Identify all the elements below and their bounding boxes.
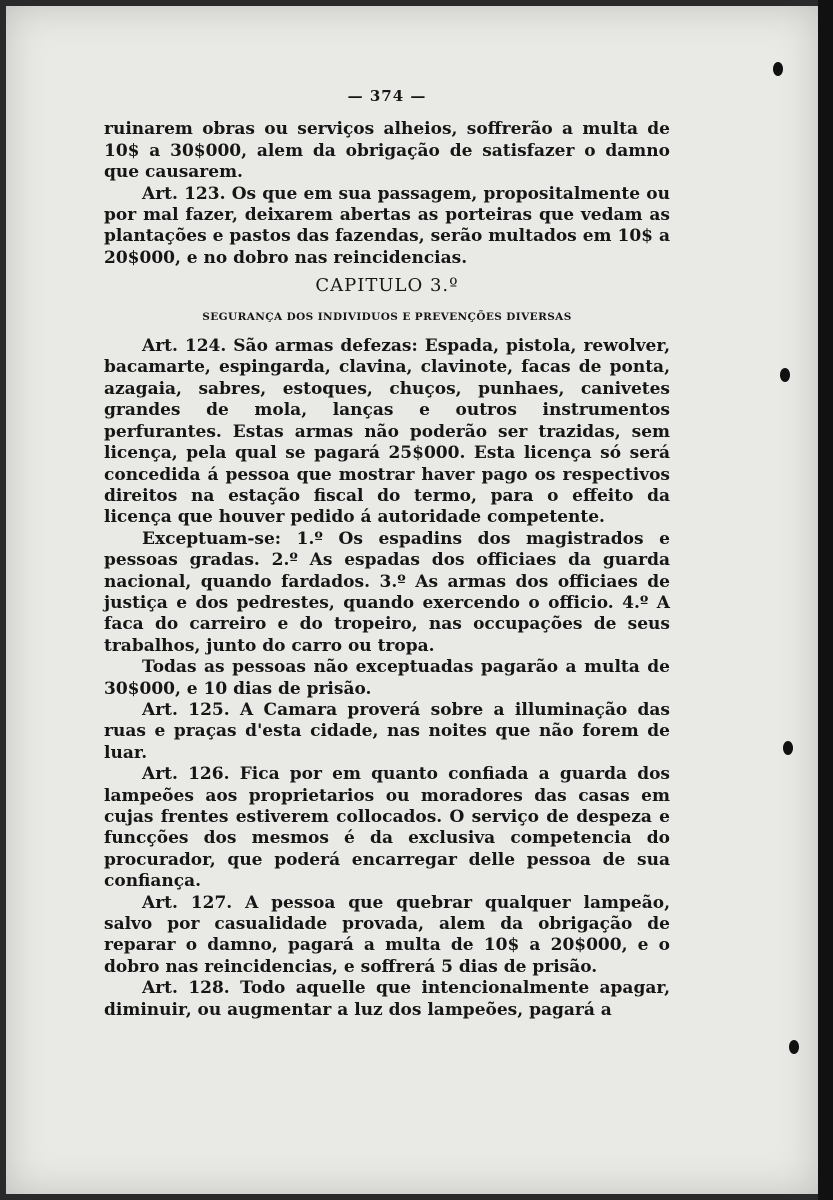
- paragraph: Art. 128. Todo aquelle que intencionalmente apagar, diminuir, ou augmentar a luz dos lampeões, pagará a: [104, 978, 670, 1020]
- paragraph: Art. 125. A Camara proverá sobre a illuminação das ruas e praças d'esta cidade, nas noites que não forem de luar.: [104, 699, 670, 763]
- scan-edge: [818, 0, 833, 1200]
- paragraph: Art. 126. Fica por em quanto confiada a guarda dos lampeões aos proprietarios ou moradores das casas em cujas frentes estiverem collocados. O serviço de despeza e funcções dos mesmos é da exclusiva competencia do procurador, que poderá encarregar delle pessoa de sua confiança.: [104, 764, 670, 892]
- binding-hole: [789, 1040, 799, 1054]
- binding-hole: [773, 62, 783, 76]
- chapter-title: CAPITULO 3.º: [315, 275, 459, 297]
- binding-hole: [783, 741, 793, 755]
- paragraph: Todas as pessoas não exceptuadas pagarão a multa de 30$000, e 10 dias de prisão.: [104, 657, 670, 699]
- page-number: — 374 —: [347, 87, 427, 105]
- paragraph: Art. 124. São armas defezas: Espada, pistola, rewolver, bacamarte, espingarda, clavina, clavinote, facas de ponta, azagaia, sabres, estoques, chuços, punhaes, canivetes grandes de mola, lanças e outros instrumentos perfurantes. Estas armas não poderão ser trazidas, sem licença, pela qual se pagará 25$000. Esta licença só será concedida á pessoa que mostrar haver pago os respectivos direitos na estação fiscal do termo, para o effeito da licença que houver pedido á autoridade competente.: [104, 336, 670, 528]
- paragraph: Art. 127. A pessoa que quebrar qualquer lampeão, salvo por casualidade provada, alem da obrigação de reparar o damno, pagará a multa de 10$ a 20$000, e o dobro nas reincidencias, e soffrerá 5 dias de prisão.: [104, 892, 670, 977]
- page-text: [104, 86, 670, 1021]
- binding-hole: [780, 368, 790, 382]
- paragraph: Exceptuam-se: 1.º Os espadins dos magistrados e pessoas gradas. 2.º As espadas dos officiaes da guarda nacional, quando fardados. 3.º As armas dos officiaes de justiça e dos pedrestes, quando exercendo o officio. 4.º A faca do carreiro e do tropeiro, nas occupações de seus trabalhos, junto do carro ou tropa.: [104, 528, 670, 656]
- section-title: SEGURANÇA DOS INDIVIDUOS E PREVENÇÕES DIVERSAS: [202, 310, 572, 323]
- paragraph: ruinarem obras ou serviços alheios, soffrerão a multa de 10$ a 30$000, alem da obrigação de satisfazer o damno que causarem.: [104, 119, 670, 183]
- paragraph: Art. 123. Os que em sua passagem, propositalmente ou por mal fazer, deixarem abertas as porteiras que vedam as plantações e pastos das fazendas, serão multados em 10$ a 20$000, e no dobro nas reincidencias.: [104, 183, 670, 268]
